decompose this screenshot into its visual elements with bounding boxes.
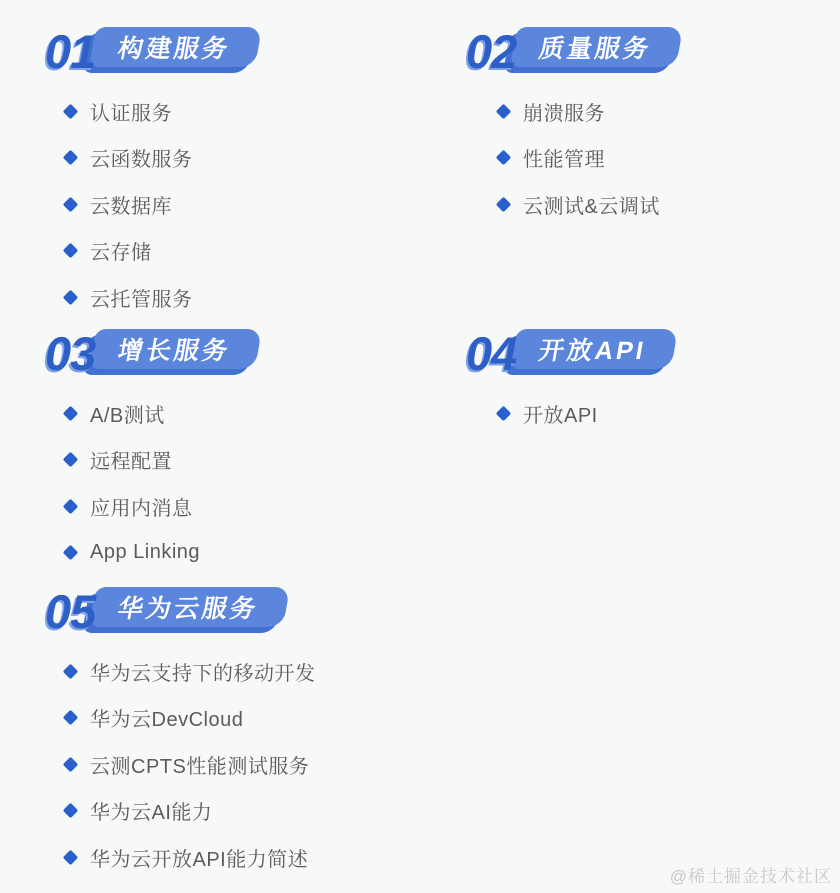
section-header — [466, 326, 840, 382]
service-list — [466, 88, 840, 228]
section-number: 05 — [45, 585, 96, 638]
diamond-bullet-icon — [63, 289, 79, 305]
section-title-badge — [89, 587, 290, 627]
diamond-bullet-icon — [496, 150, 512, 166]
section-open-api — [466, 326, 840, 437]
section-number: 03 — [45, 327, 96, 380]
service-list — [45, 648, 425, 881]
service-list — [466, 390, 840, 437]
list-item: 华为云开放API能力简述 — [65, 834, 425, 881]
diamond-bullet-icon — [63, 196, 79, 212]
section-header — [45, 326, 425, 382]
list-item: 华为云DevCloud — [65, 695, 425, 742]
diamond-bullet-icon — [63, 803, 79, 819]
diamond-bullet-icon — [496, 103, 512, 119]
section-header — [466, 24, 840, 80]
diamond-bullet-icon — [496, 196, 512, 212]
list-item: 华为云支持下的移动开发 — [65, 648, 425, 695]
section-build-services — [45, 24, 425, 321]
list-item: 云存储 — [65, 228, 425, 275]
section-huawei-cloud-services — [45, 584, 425, 881]
section-title: 华为云服务 — [115, 595, 261, 623]
list-item: 云托管服务 — [65, 274, 425, 321]
diamond-bullet-icon — [63, 849, 79, 865]
section-title: 增长服务 — [115, 337, 233, 365]
diamond-bullet-icon — [63, 498, 79, 514]
list-item: 远程配置 — [65, 437, 425, 484]
diamond-bullet-icon — [63, 405, 79, 421]
section-header — [45, 24, 425, 80]
list-item: A/B测试 — [65, 390, 425, 437]
list-item: 华为云AI能力 — [65, 788, 425, 835]
service-list — [45, 88, 425, 321]
section-number: 04 — [466, 327, 517, 380]
list-item: 云数据库 — [65, 181, 425, 228]
list-item: 云测试&云调试 — [498, 181, 840, 228]
section-header — [45, 584, 425, 640]
section-growth-services — [45, 326, 425, 576]
section-title: 构建服务 — [115, 35, 233, 63]
list-item: 崩溃服务 — [498, 88, 840, 135]
list-item: App Linking — [65, 530, 425, 577]
diamond-bullet-icon — [63, 710, 79, 726]
section-title: 质量服务 — [536, 35, 654, 63]
section-quality-services — [466, 24, 840, 228]
list-item: 认证服务 — [65, 88, 425, 135]
list-item: 应用内消息 — [65, 483, 425, 530]
service-list — [45, 390, 425, 576]
section-number: 01 — [45, 25, 96, 78]
list-item: 云测CPTS性能测试服务 — [65, 741, 425, 788]
section-number: 02 — [466, 25, 517, 78]
diamond-bullet-icon — [63, 452, 79, 468]
section-title-badge — [510, 329, 678, 369]
diamond-bullet-icon — [63, 663, 79, 679]
diamond-bullet-icon — [63, 545, 79, 561]
diamond-bullet-icon — [63, 243, 79, 259]
diamond-bullet-icon — [496, 405, 512, 421]
section-title-badge — [89, 329, 262, 369]
section-title: 开放API — [536, 337, 649, 365]
section-title-badge — [89, 27, 262, 67]
list-item: 开放API — [498, 390, 840, 437]
list-item: 性能管理 — [498, 135, 840, 182]
list-item: 云函数服务 — [65, 135, 425, 182]
watermark: @稀土掘金技术社区 — [669, 867, 832, 886]
diamond-bullet-icon — [63, 103, 79, 119]
section-title-badge — [510, 27, 683, 67]
diamond-bullet-icon — [63, 756, 79, 772]
diamond-bullet-icon — [63, 150, 79, 166]
